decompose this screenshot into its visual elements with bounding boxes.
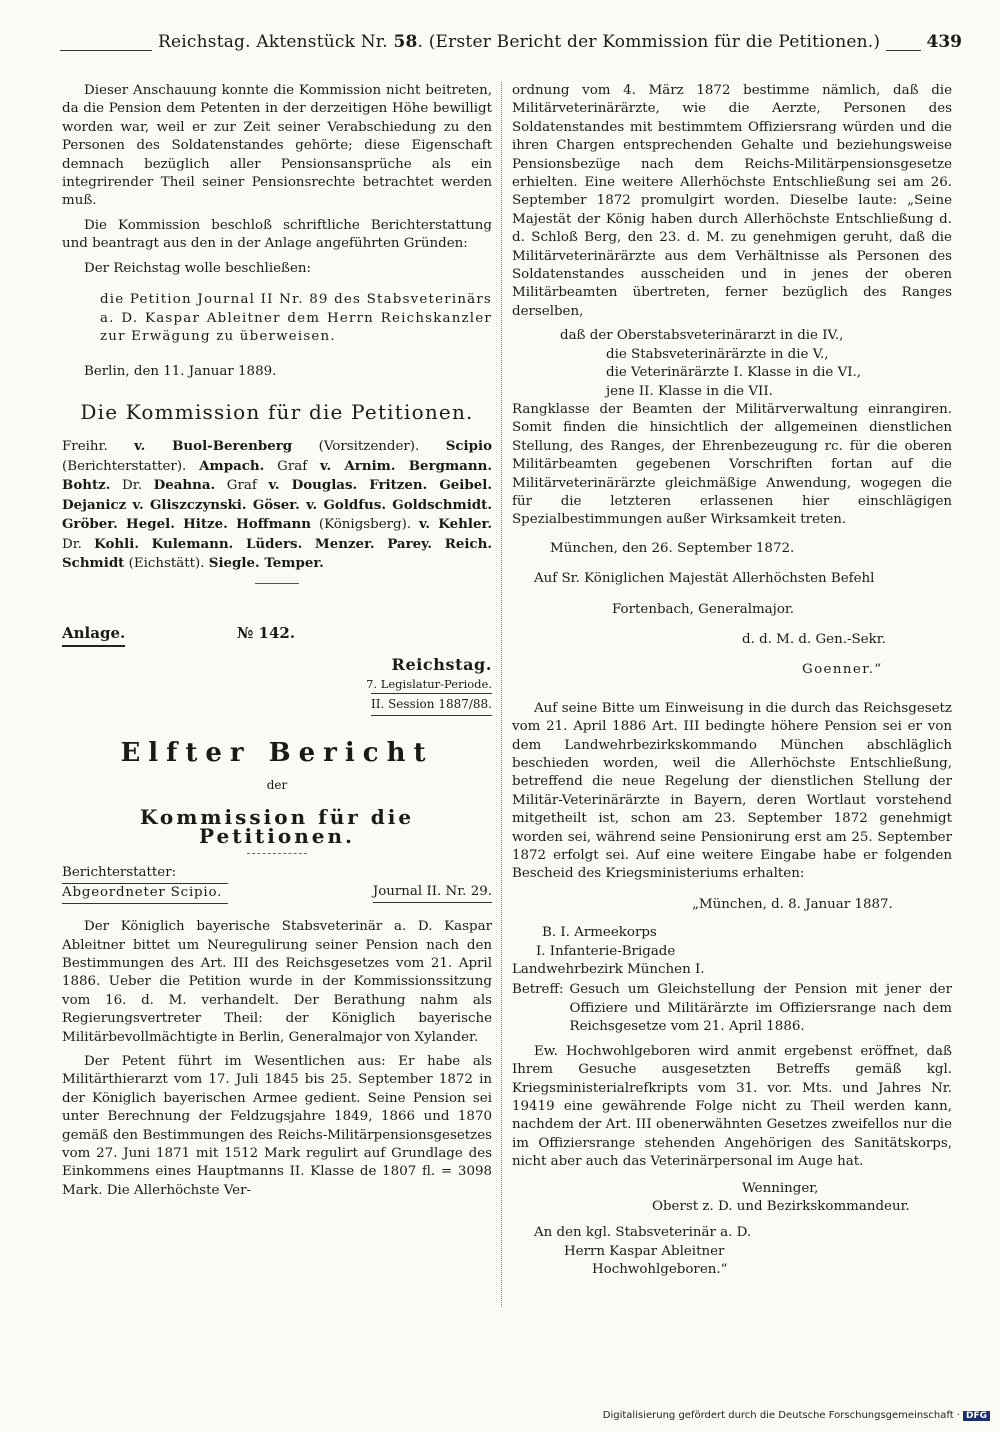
- recipient-line: Hochwohlgeboren.“: [592, 1262, 728, 1278]
- separator: [255, 583, 299, 584]
- member-run: Dr.: [62, 536, 95, 552]
- paragraph: Rangklasse der Beamten der Militärverwaltung einrangiren. Somit finden die hinsichtlich der allgemeinen dienstlichen Stellung, des Ranges, der Ehrenbezeugung rc. für die oberen Militärbeamten gegebenen Vorschriften fortan auf die Militärveterinärärzte gleichmäßige Anwendung, wogegen die für die letzteren erlassenen hier einschlägigen Spezialbestimmungen außer Wirksamkeit treten.: [512, 401, 952, 528]
- address-line: Landwehrbezirk München I.: [512, 962, 705, 978]
- signature-wenninger: Wenninger,: [742, 1180, 819, 1196]
- document-number: № 142.: [237, 624, 296, 643]
- signature-goenner: Goenner.“: [802, 662, 883, 678]
- member-run: (Eichstätt).: [124, 555, 209, 571]
- page-header: [60, 30, 962, 66]
- betreff-label: Betreff:: [512, 982, 564, 998]
- member-run: Freihr.: [62, 439, 135, 455]
- footer-text: Digitalisierung gefördert durch die Deutsche Forschungsgemeinschaft ·: [602, 1410, 960, 1421]
- anlage-row: [62, 624, 492, 654]
- betreff-text: Gesuch um Gleichstellung der Pension mit jener der Offiziere und Militärärzte im Offiziersrange nach dem Reichsgesetze vom 21. April 1886.: [569, 982, 952, 1035]
- page-number: 439: [921, 32, 963, 52]
- address-line: I. Infanterie-Brigade: [536, 943, 676, 959]
- list-item: daß der Oberstabsveterinärarzt in die IV.,: [560, 328, 844, 344]
- session-label: II. Session 1887/88.: [371, 693, 492, 715]
- dfg-logo-icon: DFG: [963, 1411, 990, 1421]
- recipient-line: An den kgl. Stabsveterinär a. D.: [534, 1225, 752, 1241]
- header-title: Reichstag. Aktenstück Nr. 58. (Erster Bericht der Kommission für die Petitionen.): [152, 32, 886, 52]
- paragraph: Ew. Hochwohlgeboren wird anmit ergebenst eröffnet, daß Ihrem Gesuche ausgesetzten Betreffs gemäß kgl. Kriegsministerialrefkripts vom 31. vor. Mts. und Jahres Nr. 19419 eine gewährende Folge nicht zu Theil werden kann, nachdem der Art. III obenerwähnten Gesetzes zweifellos nur die im Offiziersrange stehenden Angehörigen des Sanitätskorps, nicht aber auch das Veterinärpersonal im Auge hat.: [512, 1043, 952, 1170]
- member-run: Kohli. Kulemann. Lüders. Menzer. Parey. Reich. Schmidt: [62, 535, 492, 571]
- reichstag-label: Reichstag.: [391, 655, 492, 675]
- resolution-intro: Der Reichstag wolle beschließen:: [84, 260, 312, 276]
- member-run: Graf: [215, 478, 269, 494]
- betreff-block: [512, 981, 952, 1036]
- member-run: v. Kehler.: [418, 516, 493, 533]
- member-run: v. Buol-Berenberg: [134, 438, 293, 455]
- signature-fortenbach: Fortenbach, Generalmajor.: [612, 601, 795, 617]
- journal-number: Journal II. Nr. 29.: [373, 883, 492, 902]
- reporter-row: [62, 864, 492, 906]
- member-run: v. Arnim. Bergmann. Bohtz.: [62, 457, 492, 494]
- member-run: Graf: [264, 458, 321, 474]
- reporter-label: Berichterstatter:: [62, 865, 177, 881]
- rank-list: [512, 327, 952, 401]
- member-run: v. Douglas. Fritzen. Geibel. Dejanicz v. Gliszczynski. Göser. v. Goldfus. Goldschmidt. Gröber. Hegel. Hitze. Hoffmann: [62, 477, 492, 533]
- separator: [247, 853, 307, 854]
- paragraph: Der Königlich bayerische Stabsveterinär a. D. Kaspar Ableitner bittet um Neuregulirung seiner Pension nach den Bestimmungen des Art. III des Reichsgesetzes vom 21. April 1886. Ueber die Petition wurde in der Kommissionssitzung vom 16. d. M. verhandelt. Der Berathung nahm als Regierungsvertreter Theil: der Königlich bayerische Militärbevollmächtigte in Berlin, Generalmajor von Xylander.: [62, 919, 492, 1045]
- member-run: Ampach.: [199, 457, 265, 474]
- date-line: Berlin, den 11. Januar 1889.: [84, 363, 277, 379]
- commission-title: Die Kommission für die Petitionen.: [80, 400, 474, 425]
- recipient-line: Herrn Kaspar Ableitner: [564, 1243, 725, 1259]
- paragraph: Auf seine Bitte um Einweisung in die durch das Reichsgesetz vom 21. April 1886 Art. III bedingte höhere Pension sei er von dem Landwehrbezirkskommando München abschläglich beschieden worden, weil die Allerhöchste Entschließung, betreffend die neue Regelung der dienstlichen Stellung der Militär-Veterinärärzte in Bayern, deren Wortlaut vorstehend mitgetheilt ist, schon am 23. September 1872 genehmigt worden sei, während seine Pensionirung erst am 25. September 1872 erfolgt sei. Auf eine weitere Eingabe habe er folgenden Bescheid des Kriegsministeriums erhalten:: [512, 700, 952, 882]
- digitization-footer: [603, 1410, 990, 1421]
- list-item: die Stabsveterinärärzte in die V.,: [606, 346, 829, 362]
- member-run: Scipio: [445, 438, 492, 455]
- header-number: 58: [393, 32, 418, 52]
- paragraph: Der Petent führt im Wesentlichen aus: Er habe als Militärthierarzt vom 17. Juli 1845 bis 25. September 1872 in der Königlich bayerischen Armee gedient. Seine Pension sei unter Berechnung der Feldzugsjahre 1849, 1866 und 1870 gemäß den Bestimmungen des Reichs-Militärpensionsgesetzes vom 27. Juni 1871 mit 1512 Mark regulirt auf Grundlage des Einkommens eines Hauptmanns II. Klasse de 1807 fl. = 3098 Mark. Die Allerhöchste Ver-: [62, 1054, 492, 1198]
- report-title: Elfter Bericht: [120, 737, 434, 768]
- munich-date: München, den 26. September 1872.: [550, 540, 795, 556]
- paragraph: Dieser Anschauung konnte die Kommission nicht beitreten, da die Pension dem Petenten in der derzeitigen Höhe bewilligt worden war, weil er zur Zeit seiner Verabschiedung zu den Personen des Soldatenstandes gehörte; diese Eigenschaft demnach bezüglich aller Pensionsansprüche als ein integrirender Theil seiner Pensionsrechte betrachtet werden muß.: [62, 83, 492, 209]
- legislatur-label: 7. Legislatur-Periode.: [366, 676, 492, 691]
- signature-gensekr: d. d. M. d. Gen.-Sekr.: [742, 631, 886, 647]
- quote-date: „München, d. 8. Januar 1887.: [692, 896, 893, 912]
- column-divider: [501, 82, 502, 1307]
- member-run: (Berichterstatter).: [62, 458, 200, 474]
- report-subtitle: Kommission für die Petitionen.: [139, 805, 415, 848]
- paragraph: ordnung vom 4. März 1872 bestimme nämlich, daß die Militärveterinärärzte, wie die Aerzte, Personen des Soldatenstandes mit bestimmtem Offiziersrang würden und die ihren Chargen entsprechenden Gehalte und beziehungsweise Pensionsbezüge nach dem Reichs-Militärpensionsgesetze erhielten. Eine weitere Allerhöchste Entschließung sei am 26. September 1872 promulgirt worden. Dieselbe laute: „Seine Majestät der König haben durch Allerhöchste Entschließung d. d. Schloß Berg, den 23. d. M. zu genehmigen geruht, daß die Militärveterinärärzte aus dem Verhältnisse als Personen des Soldatenstandes ausscheiden und in jenes der oberen Militärbeamten übertreten, ferner bezüglich des Ranges derselben,: [512, 83, 952, 319]
- reporter-name: Abgeordneter Scipio.: [62, 883, 228, 903]
- right-column: [512, 82, 952, 1280]
- member-run: (Vorsitzender).: [292, 439, 446, 455]
- commission-members: [62, 437, 492, 573]
- address-line: B. I. Armeekorps: [542, 925, 657, 941]
- member-run: Dr.: [110, 478, 154, 494]
- anlage-label: Anlage.: [62, 624, 125, 646]
- left-column: [62, 82, 492, 1206]
- reichstag-block: [62, 656, 492, 715]
- signature-oberst: Oberst z. D. und Bezirkskommandeur.: [652, 1198, 910, 1214]
- list-item: die Veterinärärzte I. Klasse in die VI.,: [606, 365, 862, 381]
- member-run: Deahna.: [153, 477, 216, 494]
- befehl-line: Auf Sr. Königlichen Majestät Allerhöchsten Befehl: [534, 571, 875, 587]
- list-item: jene II. Klasse in die VII.: [606, 383, 773, 399]
- member-run: Siegle. Temper.: [208, 554, 324, 571]
- report-der: der: [266, 777, 288, 792]
- paragraph: Die Kommission beschloß schriftliche Berichterstattung und beantragt aus den in der Anlage angeführten Gründen:: [62, 217, 492, 252]
- member-run: (Königsberg).: [311, 517, 419, 533]
- resolution-text: die Petition Journal II Nr. 89 des Stabsveterinärs a. D. Kaspar Ableitner dem Herrn Reichskanzler zur Erwägung zu überweisen.: [100, 292, 492, 345]
